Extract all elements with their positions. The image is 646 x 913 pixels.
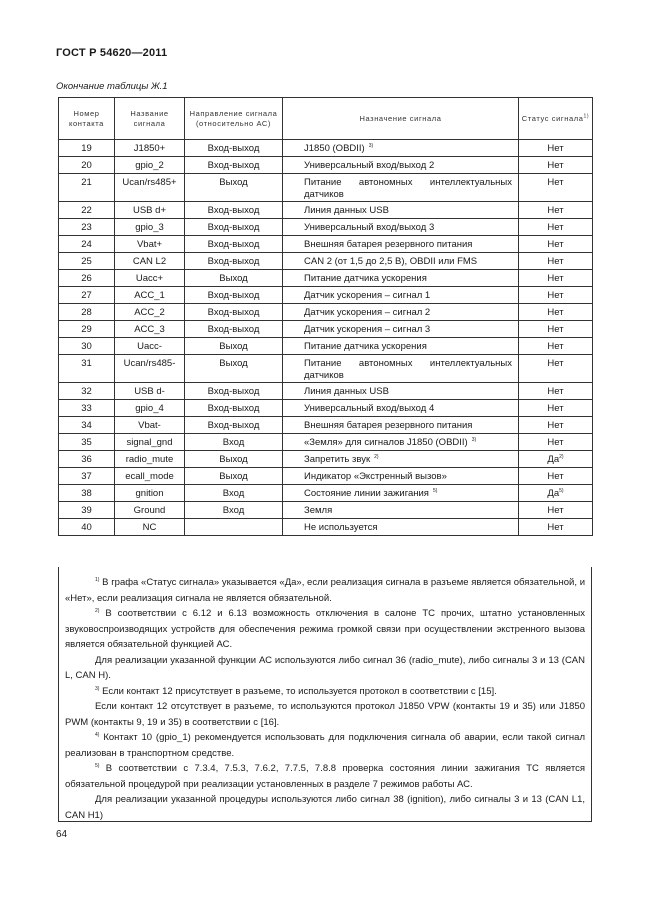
- document-title: ГОСТ Р 54620—2011: [56, 47, 168, 59]
- cell-contact-number-text: 19: [81, 143, 92, 154]
- table-row: [59, 383, 593, 400]
- cell-signal-direction-text: Выход: [219, 471, 248, 482]
- cell-signal-purpose-text: Датчик ускорения – сигнал 2: [304, 307, 431, 318]
- cell-signal-direction-text: Вход-выход: [207, 324, 260, 335]
- cell-signal-name-text: ACC_2: [134, 307, 165, 318]
- cell-signal-name-text: Vbat-: [138, 420, 161, 431]
- signal-table: [58, 97, 593, 536]
- footnote-paragraph: [65, 684, 585, 700]
- cell-signal-purpose-text: Питание автономных интеллектуальных датчиков: [304, 358, 512, 381]
- cell-signal-status-text: Нет: [547, 505, 564, 516]
- cell-signal-status: [519, 321, 593, 338]
- cell-signal-direction-text: Вход-выход: [207, 290, 260, 301]
- cell-contact-number: [59, 174, 115, 202]
- footnote-text: В соответствии с 7.3.4, 7.5.3, 7.6.2, 7.7.5, 7.8.8 проверка состояния линии зажигания ТС является обязательной процедурой при реализации установленных в разделе 7 режимов работы АС.: [65, 763, 585, 790]
- footnote-text: Для реализации указанной функции АС используются либо сигнал 36 (radio_mute), либо сигналы 3 и 13 (CAN L, CAN H).: [65, 654, 585, 681]
- cell-signal-purpose: [283, 270, 519, 287]
- cell-signal-direction-text: Выход: [219, 177, 248, 188]
- cell-signal-name-text: NC: [142, 522, 157, 533]
- cell-contact-number-text: 40: [81, 522, 92, 533]
- footnote-ref: 2): [559, 453, 564, 460]
- cell-signal-status-text: Нет: [547, 290, 564, 301]
- cell-signal-purpose-text: Индикатор «Экстренный вызов»: [304, 471, 447, 482]
- cell-signal-name: [115, 451, 185, 468]
- footnote-marker: 2): [95, 607, 100, 614]
- table-row: [59, 338, 593, 355]
- cell-contact-number-text: 36: [81, 454, 92, 465]
- cell-signal-direction-text: Выход: [219, 341, 248, 352]
- cell-signal-name-text: Ground: [133, 505, 166, 516]
- cell-signal-status-text: Нет: [547, 273, 564, 284]
- cell-signal-purpose: [283, 451, 519, 468]
- cell-signal-direction: [185, 236, 283, 253]
- footnote-marker: 4): [95, 731, 100, 738]
- cell-contact-number-text: 29: [81, 324, 92, 335]
- cell-signal-name: [115, 417, 185, 434]
- footnote-text: В графа «Статус сигнала» указывается «Да», если реализация сигнала в разъеме является обязательной, и «Нет», если реализация сигнала не является обязательной.: [65, 577, 585, 604]
- cell-signal-name: [115, 400, 185, 417]
- cell-signal-status-text: Нет: [547, 160, 564, 171]
- cell-signal-name: [115, 157, 185, 174]
- cell-signal-purpose: [283, 157, 519, 174]
- cell-signal-name: [115, 468, 185, 485]
- table-row: [59, 468, 593, 485]
- cell-signal-direction-text: Вход-выход: [207, 307, 260, 318]
- cell-signal-direction: [185, 468, 283, 485]
- cell-signal-status-text: Нет: [547, 341, 564, 352]
- cell-signal-name: [115, 270, 185, 287]
- table-row: [59, 400, 593, 417]
- cell-signal-direction: [185, 400, 283, 417]
- cell-signal-name-text: gnition: [135, 488, 164, 499]
- cell-signal-status: [519, 468, 593, 485]
- cell-signal-purpose-text: «Земля» для сигналов J1850 (OBDII): [304, 437, 468, 448]
- cell-signal-direction-text: Вход-выход: [207, 386, 260, 397]
- cell-contact-number-text: 23: [81, 222, 92, 233]
- cell-signal-purpose-text: Универсальный вход/выход 3: [304, 222, 435, 233]
- cell-signal-purpose-text: Датчик ускорения – сигнал 1: [304, 290, 431, 301]
- cell-contact-number: [59, 451, 115, 468]
- cell-signal-status: [519, 174, 593, 202]
- cell-signal-name-text: Vbat+: [136, 239, 163, 250]
- cell-signal-direction: [185, 355, 283, 383]
- cell-contact-number-text: 21: [81, 177, 92, 188]
- table-row: [59, 417, 593, 434]
- cell-signal-purpose-text: Датчик ускорения – сигнал 3: [304, 324, 431, 335]
- page-number: 64: [56, 829, 68, 840]
- cell-signal-purpose: [283, 202, 519, 219]
- cell-contact-number-text: 22: [81, 205, 92, 216]
- cell-signal-purpose: [283, 321, 519, 338]
- cell-signal-name-text: ecall_mode: [125, 471, 174, 482]
- cell-signal-name: [115, 321, 185, 338]
- header-signal-name: Название сигнала: [115, 98, 185, 140]
- cell-signal-purpose: [283, 383, 519, 400]
- cell-signal-name-text: gpio_2: [135, 160, 164, 171]
- cell-signal-name-text: Ucan/rs485-: [123, 358, 176, 369]
- cell-signal-status-text: Нет: [547, 522, 564, 533]
- table-row: [59, 519, 593, 536]
- cell-signal-name-text: signal_gnd: [126, 437, 173, 448]
- cell-signal-direction-text: Вход-выход: [207, 403, 260, 414]
- cell-contact-number-text: 20: [81, 160, 92, 171]
- header-contact-number: Номер контакта: [59, 98, 115, 140]
- cell-signal-direction: [185, 253, 283, 270]
- cell-signal-purpose: [283, 400, 519, 417]
- cell-signal-name: [115, 140, 185, 157]
- cell-signal-status-text: Нет: [547, 324, 564, 335]
- cell-signal-purpose-text: Питание датчика ускорения: [304, 273, 427, 284]
- footnote-paragraph: [65, 606, 585, 653]
- cell-contact-number: [59, 355, 115, 383]
- cell-contact-number: [59, 338, 115, 355]
- cell-signal-name-text: Ucan/rs485+: [122, 177, 177, 188]
- footnote-paragraph: [65, 730, 585, 761]
- cell-signal-purpose-text: Внешняя батарея резервного питания: [304, 420, 473, 431]
- cell-signal-direction: [185, 519, 283, 536]
- cell-signal-name-text: USB d-: [134, 386, 165, 397]
- table-row: [59, 321, 593, 338]
- footnote-ref: 1): [583, 113, 590, 119]
- cell-contact-number-text: 31: [81, 358, 92, 369]
- cell-signal-direction-text: Вход-выход: [207, 239, 260, 250]
- cell-signal-purpose: [283, 417, 519, 434]
- cell-signal-direction-text: Выход: [219, 454, 248, 465]
- cell-signal-status-text: Нет: [547, 471, 564, 482]
- footnote-ref: 2): [374, 453, 379, 460]
- cell-contact-number: [59, 519, 115, 536]
- cell-contact-number-text: 33: [81, 403, 92, 414]
- cell-signal-name-text: gpio_3: [135, 222, 164, 233]
- table-row: [59, 451, 593, 468]
- cell-signal-direction-text: Вход: [222, 505, 245, 516]
- cell-signal-status: [519, 485, 593, 502]
- cell-signal-name: [115, 304, 185, 321]
- table-row: [59, 304, 593, 321]
- cell-signal-status: [519, 383, 593, 400]
- cell-signal-purpose: [283, 236, 519, 253]
- footnote-ref: 5): [432, 487, 438, 494]
- cell-contact-number: [59, 502, 115, 519]
- cell-contact-number: [59, 485, 115, 502]
- cell-contact-number: [59, 321, 115, 338]
- footnote-text: В соответствии с 6.12 и 6.13 возможность отключения в салоне ТС прочих, штатно установленных звуковоспроизводящих устройств для обеспечения режима громкой связи при осуществлении экстренного вызова является обязательной функцией АС.: [65, 608, 585, 650]
- cell-signal-direction: [185, 321, 283, 338]
- table-row: [59, 140, 593, 157]
- cell-signal-direction: [185, 417, 283, 434]
- cell-contact-number-text: 28: [81, 307, 92, 318]
- cell-signal-purpose-text: Земля: [304, 505, 333, 516]
- cell-contact-number-text: 26: [81, 273, 92, 284]
- cell-signal-status: [519, 338, 593, 355]
- cell-signal-direction: [185, 434, 283, 451]
- cell-signal-status: [519, 304, 593, 321]
- cell-signal-name-text: ACC_3: [134, 324, 165, 335]
- cell-signal-purpose: [283, 219, 519, 236]
- cell-signal-direction: [185, 219, 283, 236]
- cell-signal-status-text: Нет: [547, 239, 564, 250]
- cell-signal-status: [519, 355, 593, 383]
- cell-signal-name-text: gpio_4: [135, 403, 164, 414]
- cell-signal-direction-text: Вход-выход: [207, 160, 260, 171]
- cell-signal-direction: [185, 502, 283, 519]
- cell-signal-status: [519, 400, 593, 417]
- cell-signal-status: [519, 202, 593, 219]
- cell-signal-direction: [185, 451, 283, 468]
- table-row: [59, 219, 593, 236]
- cell-signal-name: [115, 174, 185, 202]
- cell-signal-purpose-text: Универсальный вход/выход 4: [304, 403, 435, 414]
- cell-contact-number: [59, 434, 115, 451]
- cell-signal-status-text: Да: [547, 488, 560, 499]
- table-row: [59, 434, 593, 451]
- table-notes: [58, 567, 592, 822]
- cell-signal-status-text: Нет: [547, 256, 564, 267]
- cell-signal-purpose-text: Питание датчика ускорения: [304, 341, 427, 352]
- cell-signal-status: [519, 157, 593, 174]
- cell-contact-number: [59, 140, 115, 157]
- cell-signal-purpose-text: CAN 2 (от 1,5 до 2,5 В), OBDII или FMS: [304, 256, 478, 267]
- cell-signal-status: [519, 434, 593, 451]
- cell-signal-name: [115, 383, 185, 400]
- cell-signal-status: [519, 451, 593, 468]
- cell-signal-name: [115, 219, 185, 236]
- cell-contact-number-text: 32: [81, 386, 92, 397]
- cell-signal-name-text: Uacc+: [135, 273, 164, 284]
- cell-contact-number-text: 37: [81, 471, 92, 482]
- cell-contact-number-text: 34: [81, 420, 92, 431]
- cell-signal-purpose-text: Линия данных USB: [304, 205, 389, 216]
- cell-signal-purpose: [283, 485, 519, 502]
- cell-contact-number-text: 35: [81, 437, 92, 448]
- footnote-marker: 5): [95, 762, 100, 769]
- table-row: [59, 355, 593, 383]
- cell-signal-name: [115, 355, 185, 383]
- cell-signal-direction-text: Вход-выход: [207, 205, 260, 216]
- cell-contact-number-text: 24: [81, 239, 92, 250]
- cell-signal-direction-text: Вход-выход: [207, 256, 260, 267]
- cell-signal-name-text: Uacc-: [137, 341, 162, 352]
- cell-signal-status-text: Нет: [547, 307, 564, 318]
- cell-signal-purpose: [283, 519, 519, 536]
- cell-signal-direction: [185, 202, 283, 219]
- footnote-paragraph: [65, 792, 585, 823]
- cell-signal-name-text: USB d+: [132, 205, 166, 216]
- cell-signal-direction: [185, 140, 283, 157]
- header-signal-direction: Направление сигнала (относительно АС): [185, 98, 283, 140]
- cell-signal-purpose: [283, 287, 519, 304]
- cell-contact-number-text: 25: [81, 256, 92, 267]
- footnote-paragraph: [65, 761, 585, 792]
- table-row: [59, 502, 593, 519]
- cell-contact-number-text: 27: [81, 290, 92, 301]
- cell-signal-direction-text: Вход: [222, 488, 245, 499]
- cell-signal-status-text: Нет: [547, 403, 564, 414]
- cell-contact-number: [59, 400, 115, 417]
- table-row: [59, 236, 593, 253]
- cell-signal-name-text: radio_mute: [125, 454, 174, 465]
- footnote-paragraph: [65, 699, 585, 730]
- table-row: [59, 202, 593, 219]
- cell-contact-number: [59, 202, 115, 219]
- cell-signal-name: [115, 502, 185, 519]
- cell-signal-direction-text: Выход: [219, 358, 248, 369]
- cell-contact-number: [59, 468, 115, 485]
- cell-contact-number-text: 39: [81, 505, 92, 516]
- cell-signal-direction: [185, 174, 283, 202]
- cell-signal-purpose: [283, 140, 519, 157]
- footnote-paragraph: [65, 653, 585, 684]
- cell-signal-name: [115, 338, 185, 355]
- cell-contact-number: [59, 270, 115, 287]
- cell-signal-purpose: [283, 174, 519, 202]
- cell-signal-name: [115, 236, 185, 253]
- cell-signal-name: [115, 434, 185, 451]
- cell-signal-status-text: Нет: [547, 205, 564, 216]
- table-row: [59, 253, 593, 270]
- cell-signal-purpose-text: Питание автономных интеллектуальных датчиков: [304, 177, 512, 200]
- cell-signal-status: [519, 502, 593, 519]
- cell-signal-status-text: Нет: [547, 437, 564, 448]
- footnote-ref: 5): [559, 487, 564, 494]
- cell-signal-status-text: Нет: [547, 386, 564, 397]
- cell-signal-direction-text: Вход: [222, 437, 245, 448]
- cell-signal-status-text: Нет: [547, 222, 564, 233]
- cell-contact-number: [59, 417, 115, 434]
- footnote-ref: 3): [471, 436, 477, 443]
- footnote-text: Если контакт 12 отсутствует в разъеме, то используются протокол J1850 VPW (контакты 19 и 35) или J1850 PWM (контакты 9, 19 и 35) в соответствии с [16].: [65, 701, 585, 728]
- table-caption: Окончание таблицы Ж.1: [56, 81, 168, 92]
- cell-signal-direction: [185, 270, 283, 287]
- cell-signal-purpose: [283, 434, 519, 451]
- cell-signal-status: [519, 253, 593, 270]
- footnote-marker: 3): [95, 685, 100, 692]
- footnote-text: Контакт 10 (gpio_1) рекомендуется использовать для подключения сигнала об аварии, если такой сигнал реализован в транспортном средстве.: [65, 732, 585, 759]
- cell-signal-direction: [185, 338, 283, 355]
- cell-signal-status-text: Нет: [547, 420, 564, 431]
- cell-contact-number: [59, 157, 115, 174]
- cell-signal-status: [519, 287, 593, 304]
- footnote-ref: 3): [368, 142, 374, 149]
- cell-signal-purpose-text: Внешняя батарея резервного питания: [304, 239, 473, 250]
- cell-signal-direction-text: Вход-выход: [207, 222, 260, 233]
- cell-contact-number: [59, 287, 115, 304]
- cell-contact-number-text: 30: [81, 341, 92, 352]
- cell-signal-name-text: ACC_1: [134, 290, 165, 301]
- cell-signal-status-text: Нет: [547, 177, 564, 188]
- cell-signal-purpose: [283, 304, 519, 321]
- cell-signal-direction-text: Вход-выход: [207, 143, 260, 154]
- cell-signal-name: [115, 253, 185, 270]
- cell-signal-direction: [185, 485, 283, 502]
- cell-signal-purpose-text: Не используется: [304, 522, 378, 533]
- cell-signal-name: [115, 485, 185, 502]
- footnote-text: Если контакт 12 присутствует в разъеме, то используется протокол в соответствии с [15].: [99, 685, 497, 697]
- cell-signal-purpose: [283, 468, 519, 485]
- cell-contact-number-text: 38: [81, 488, 92, 499]
- table-row: [59, 157, 593, 174]
- cell-contact-number: [59, 236, 115, 253]
- footnote-paragraph: [65, 575, 585, 606]
- cell-signal-purpose: [283, 502, 519, 519]
- footnote-marker: 1): [95, 576, 100, 583]
- header-signal-purpose: Назначение сигнала: [283, 98, 519, 140]
- cell-signal-purpose-text: Запретить звук: [304, 454, 371, 465]
- cell-signal-purpose-text: Состояние линии зажигания: [304, 488, 429, 499]
- cell-signal-direction-text: Выход: [219, 273, 248, 284]
- table-row: [59, 174, 593, 202]
- cell-signal-direction: [185, 287, 283, 304]
- table-row: [59, 485, 593, 502]
- cell-contact-number: [59, 253, 115, 270]
- cell-signal-name-text: J1850+: [133, 143, 166, 154]
- cell-signal-direction: [185, 304, 283, 321]
- cell-signal-purpose-text: J1850 (OBDII): [304, 143, 365, 154]
- cell-signal-status-text: Да: [547, 454, 560, 465]
- cell-contact-number: [59, 383, 115, 400]
- table-header-row: [59, 98, 593, 140]
- cell-contact-number: [59, 304, 115, 321]
- cell-signal-purpose: [283, 355, 519, 383]
- cell-signal-name: [115, 519, 185, 536]
- cell-contact-number: [59, 219, 115, 236]
- cell-signal-purpose: [283, 338, 519, 355]
- cell-signal-purpose-text: Универсальный вход/выход 2: [304, 160, 435, 171]
- table-row: [59, 287, 593, 304]
- cell-signal-status: [519, 219, 593, 236]
- cell-signal-purpose: [283, 253, 519, 270]
- cell-signal-direction-text: Вход-выход: [207, 420, 260, 431]
- cell-signal-status: [519, 140, 593, 157]
- cell-signal-name: [115, 287, 185, 304]
- cell-signal-status-text: Нет: [547, 143, 564, 154]
- header-signal-status: Статус сигнала$^{1)}$: [519, 98, 593, 140]
- cell-signal-status: [519, 236, 593, 253]
- cell-signal-name: [115, 202, 185, 219]
- cell-signal-status-text: Нет: [547, 358, 564, 369]
- table-row: [59, 270, 593, 287]
- cell-signal-direction: [185, 157, 283, 174]
- cell-signal-status: [519, 270, 593, 287]
- footnote-text: Для реализации указанной процедуры используются либо сигнал 38 (ignition), либо сигналы 3 и 13 (CAN L1, CAN H1): [65, 794, 585, 821]
- cell-signal-status: [519, 519, 593, 536]
- cell-signal-name-text: CAN L2: [132, 256, 167, 267]
- cell-signal-direction: [185, 383, 283, 400]
- cell-signal-purpose-text: Линия данных USB: [304, 386, 389, 397]
- cell-signal-status: [519, 417, 593, 434]
